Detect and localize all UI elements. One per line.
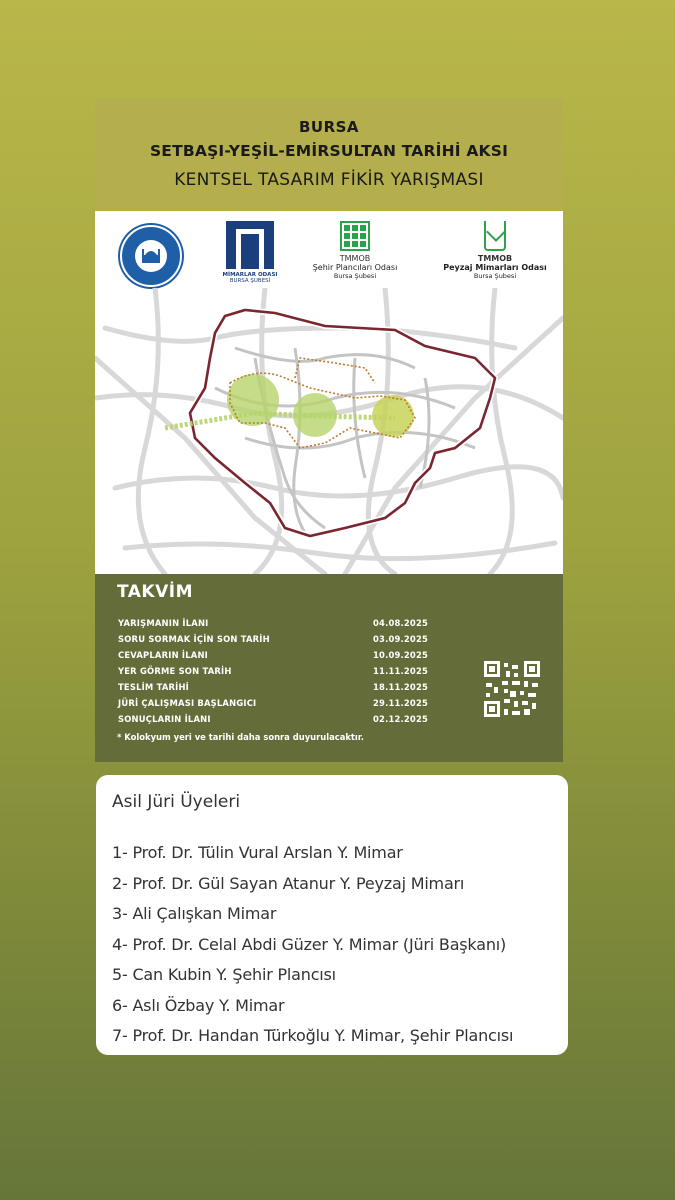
takvim-title: TAKVİM: [117, 582, 194, 602]
jury-title: Asil Jüri Üyeleri: [112, 792, 241, 812]
takvim-section: [95, 574, 563, 762]
takvim-label: TESLİM TARİHİ: [118, 682, 190, 692]
takvim-date: 02.12.2025: [373, 714, 428, 724]
jury-card: [96, 775, 568, 1055]
takvim-label: YARIŞMANIN İLANI: [118, 618, 209, 628]
peyzaj-mimarlari-icon: [484, 221, 506, 251]
poster-header: [95, 98, 563, 211]
takvim-note: * Kolokyum yeri ve tarihi daha sonra duyurulacaktır.: [117, 732, 364, 742]
green-zone-setbasi: [227, 374, 279, 426]
sehir-plancilari-icon: [340, 221, 370, 251]
takvim-label: YER GÖRME SON TARİH: [118, 666, 232, 676]
jury-member: 7- Prof. Dr. Handan Türkoğlu Y. Mimar, Şehir Plancısı: [112, 1026, 514, 1045]
green-zone-emirsultan: [372, 395, 414, 437]
peyzaj-mimarlari-logo: [435, 221, 555, 280]
jury-member: 2- Prof. Dr. Gül Sayan Atanur Y. Peyzaj Mimarı: [112, 874, 465, 893]
sehir-plancilari-line2: Şehir Plancıları Odası: [312, 263, 398, 272]
mimarlar-odasi-line2: BURSA ŞUBESİ: [229, 278, 271, 284]
takvim-label: SONUÇLARIN İLANI: [118, 714, 211, 724]
competition-boundary: [190, 310, 495, 536]
competition-poster: [95, 98, 563, 762]
poster-city: BURSA: [298, 118, 360, 136]
takvim-date: 10.09.2025: [373, 650, 428, 660]
takvim-date: 11.11.2025: [373, 666, 428, 676]
qr-code-icon[interactable]: [484, 661, 540, 717]
sehir-plancilari-line1: TMMOB: [339, 254, 371, 263]
mimarlar-odasi-line1: MİMARLAR ODASI: [222, 272, 278, 278]
peyzaj-mimarlari-line3: Bursa Şubesi: [473, 272, 517, 280]
peyzaj-mimarlari-line2: Peyzaj Mimarları Odası: [443, 263, 547, 272]
green-zone-yesil: [293, 393, 337, 437]
takvim-date: 03.09.2025: [373, 634, 428, 644]
organizer-logos: [95, 211, 563, 291]
jury-member: 3- Ali Çalışkan Mimar: [112, 904, 277, 923]
poster-axis-title: SETBAŞI-YEŞİL-EMİRSULTAN TARİHİ AKSI: [149, 142, 509, 160]
jury-member: 5- Can Kubin Y. Şehir Plancısı: [112, 965, 336, 984]
jury-member: 6- Aslı Özbay Y. Mimar: [112, 996, 285, 1015]
sehir-plancilari-logo: [300, 221, 410, 280]
jury-member: 4- Prof. Dr. Celal Abdi Güzer Y. Mimar (Jüri Başkanı): [112, 935, 507, 954]
municipality-logo: [120, 225, 182, 287]
site-map: [95, 288, 563, 574]
poster-competition-title: KENTSEL TASARIM FİKİR YARIŞMASI: [174, 170, 484, 190]
mimarlar-odasi-logo: [215, 221, 285, 284]
green-axis-line: [165, 413, 395, 428]
jury-member: 1- Prof. Dr. Tülin Vural Arslan Y. Mimar: [112, 843, 403, 862]
mimarlar-odasi-icon: [226, 221, 274, 269]
takvim-date: 18.11.2025: [373, 682, 428, 692]
takvim-label: JÜRİ ÇALIŞMASI BAŞLANGICI: [118, 698, 257, 708]
municipality-seal-icon: [120, 225, 182, 287]
sehir-plancilari-line3: Bursa Şubesi: [333, 272, 377, 280]
takvim-label: CEVAPLARIN İLANI: [118, 650, 208, 660]
takvim-date: 04.08.2025: [373, 618, 428, 628]
peyzaj-mimarlari-line1: TMMOB: [477, 254, 513, 263]
competition-boundary-line: [190, 310, 495, 536]
takvim-label: SORU SORMAK İÇİN SON TARİH: [118, 634, 270, 644]
takvim-date: 29.11.2025: [373, 698, 428, 708]
